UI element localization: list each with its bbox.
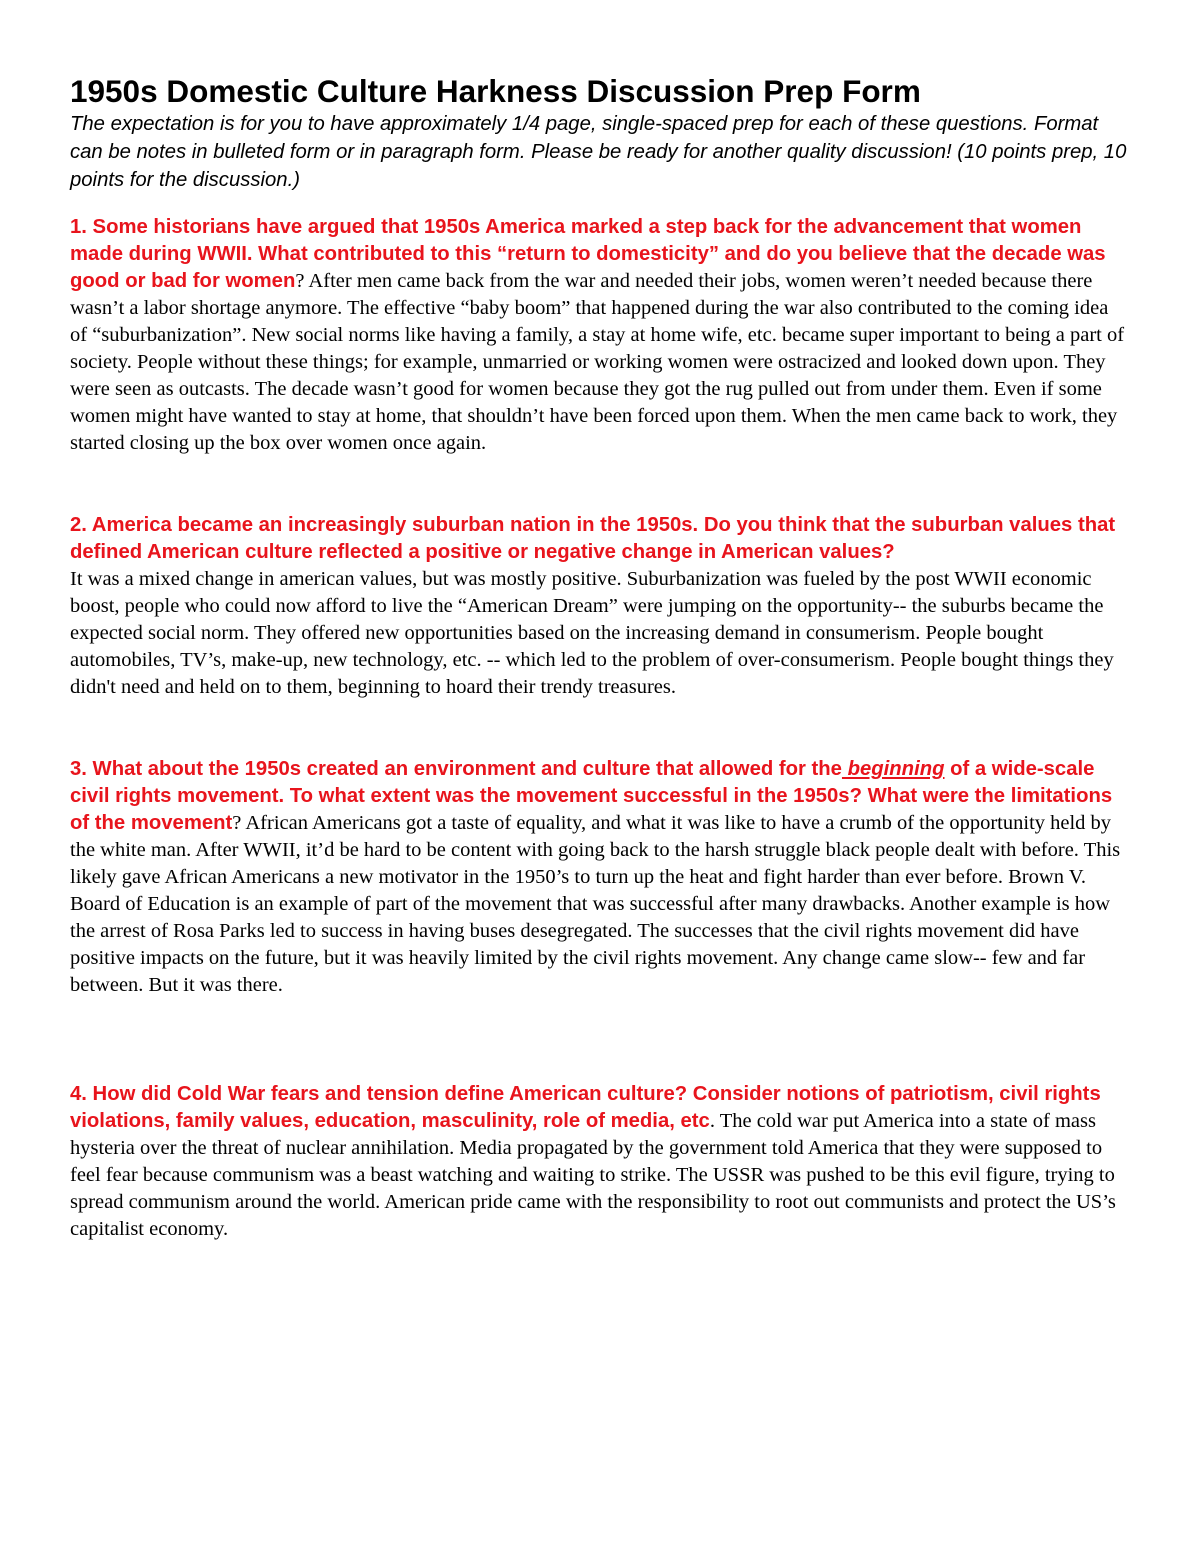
question-4-prompt: 4. How did Cold War fears and tension define American culture? Consider notions of patriotism, civil rights violations, family values, education, masculinity, role of media, etc xyxy=(70,1083,1101,1132)
question-3-block xyxy=(70,756,1130,999)
question-3-prompt-end: of a wide-scale civil rights movement. To what extent was the movement successful in the 1950s? What were the limitations of the movement xyxy=(70,758,1113,834)
question-2-prompt: 2. America became an increasingly suburban nation in the 1950s. Do you think that the suburban values that defined American culture reflected a positive or negative change in American values? xyxy=(70,514,1116,563)
question-1-block xyxy=(70,214,1130,457)
question-2-block xyxy=(70,512,1130,701)
question-3-prompt-emphasis: beginning xyxy=(841,758,945,780)
intro-instructions: The expectation is for you to have approximately 1/4 page, single-spaced prep for each of these questions. Format can be notes in bulleted form or in paragraph form. Please be ready for another quality discussion! (10 points prep, 10 points for the discussion.) xyxy=(70,113,1127,191)
question-4-answer: . The cold war put America into a state of mass hysteria over the threat of nuclear annihilation. Media propagated by the government told America that they were supposed to feel fear because communism was a beast watching and waiting to strike. The USSR was pushed to be this evil figure, trying to spread communism around the world. American pride came with the responsibility to root out communists and protect the US’s capitalist economy. xyxy=(70,1110,1116,1240)
question-3-prompt-start: 3. What about the 1950s created an environment and culture that allowed for the xyxy=(70,758,842,780)
question-1-prompt: 1. Some historians have argued that 1950s America marked a step back for the advancement that women made during WWII. What contributed to this “return to domesticity” and do you believe that the decade was good or bad for women xyxy=(70,216,1106,292)
document-page xyxy=(70,72,1130,1243)
page-title: 1950s Domestic Culture Harkness Discussion Prep Form xyxy=(70,73,921,109)
question-4-block xyxy=(70,1081,1130,1243)
question-3-answer: ? African Americans got a taste of equality, and what it was like to have a crumb of the opportunity held by the white man. After WWII, it’d be hard to be content with going back to the harsh struggle black people dealt with before. This likely gave African Americans a new motivator in the 1950’s to turn up the heat and fight harder than ever before. Brown V. Board of Education is an example of part of the movement that was successful after many drawbacks. Another example is how the arrest of Rosa Parks led to success in having buses desegregated. The successes that the civil rights movement did have positive impacts on the future, but it was heavily limited by the civil rights movement. Any change came slow-- few and far between. But it was there. xyxy=(70,812,1121,996)
question-1-answer: ? After men came back from the war and needed their jobs, women weren’t needed because there wasn’t a labor shortage anymore. The effective “baby boom” that happened during the war also contributed to the coming idea of “suburbanization”. New social norms like having a family, a stay at home wife, etc. became super important to being a part of society. People without these things; for example, unmarried or working women were ostracized and looked down upon. They were seen as outcasts. The decade wasn’t good for women because they got the rug pulled out from under them. Even if some women might have wanted to stay at home, that shouldn’t have been forced upon them. When the men came back to work, they started closing up the box over women once again. xyxy=(70,270,1125,454)
question-2-answer: It was a mixed change in american values, but was mostly positive. Suburbanization was fueled by the post WWII economic boost, people who could now afford to live the “American Dream” were jumping on the opportunity-- the suburbs became the expected social norm. They offered new opportunities based on the increasing demand in consumerism. People bought automobiles, TV’s, make-up, new technology, etc. -- which led to the problem of over-consumerism. People bought things they didn't need and held on to them, beginning to hoard their trendy treasures. xyxy=(70,568,1114,698)
